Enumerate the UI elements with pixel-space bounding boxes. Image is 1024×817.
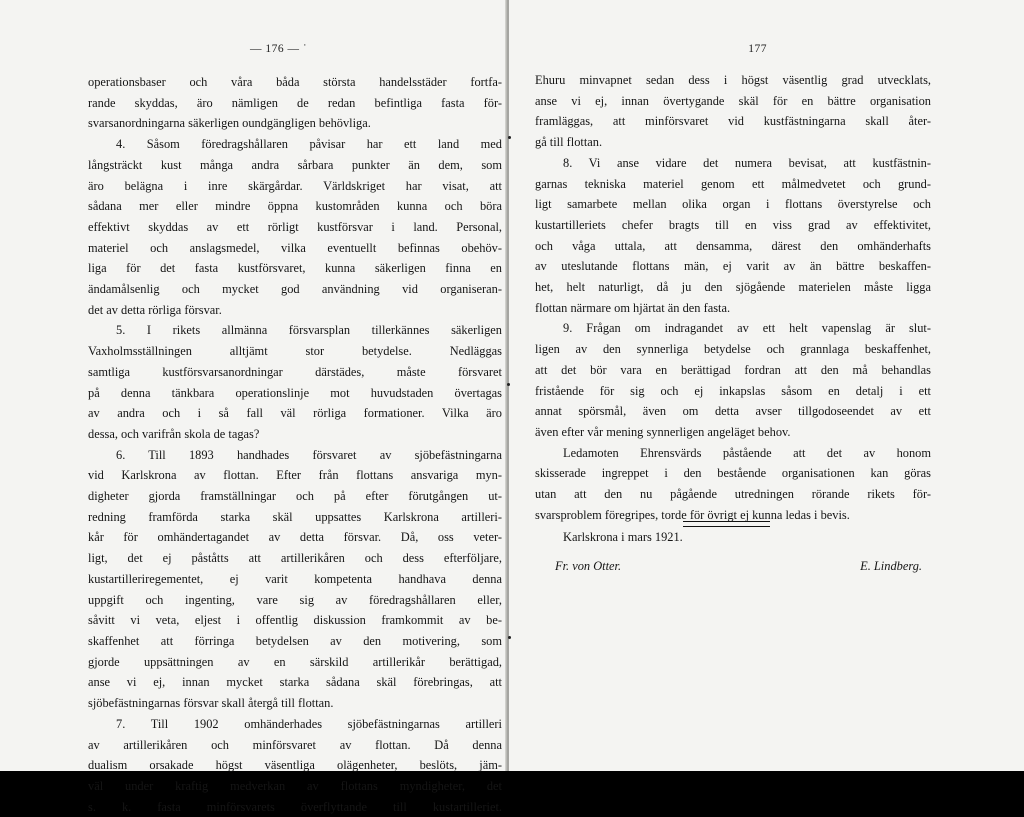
text-line: uppgift och ingenting, vare sig av föredragshållaren eller, — [88, 592, 502, 607]
left-page-number: — 176 — ˙ — [250, 43, 308, 55]
text-line: effektivt skyddas av ett rörligt kustförsvar i land. Personal, — [88, 219, 502, 234]
text-line: digheter gjorda framställningar och på efter förutgången ut- — [88, 489, 502, 504]
text-line: samtliga kustförsvarsanordningar därstädes, måste försvaret — [88, 364, 502, 379]
text-line: av andra och i så fall väl rörliga formationer. Vilka äro — [88, 406, 502, 421]
text-line: het, helt naturligt, då ju den sjögående materielen måste ligga — [535, 280, 931, 295]
signature-lindberg: E. Lindberg. — [860, 559, 922, 574]
text-line: annat spörsmål, även om detta avser tillgodoseendet av ett — [535, 404, 931, 419]
text-line: väl under kraftig medverkan av flottans myndigheter, det — [88, 778, 502, 793]
text-line: 8. Vi anse vidare det numera bevisat, att kustfästnin- — [563, 155, 931, 170]
text-line: även efter vår mening synnerligen angeläget behov. — [535, 424, 791, 439]
signature-line — [535, 556, 931, 577]
text-line: sjöbefästningarnas försvar skall återgå till flottan. — [88, 696, 334, 711]
text-line: på denna tänkbara operationslinje mot huvudstaden övertagas — [88, 385, 502, 400]
text-line: dessa, och varifrån skola de tagas? — [88, 426, 260, 441]
text-line: och våga uttala, att densamma, därest den omhänderhafts — [535, 238, 931, 253]
closing-double-rule — [683, 521, 770, 527]
text-line: svarsproblem föregripes, torde för övrigt ej kunna ledas i bevis. — [535, 507, 850, 522]
text-line: 9. Frågan om indragandet av ett helt vapenslag är slut- — [563, 321, 931, 336]
text-line: redning framförda starka skäl uppsattes Karlskrona artilleri- — [88, 509, 502, 524]
text-line: gjorde uppsättningen av en särskild artillerikår berättigad, — [88, 654, 502, 669]
speck — [508, 136, 511, 139]
text-line: garnas tekniska materiel genom ett målmedvetet och grund- — [535, 176, 931, 191]
place-date-line: Karlskrona i mars 1921. — [563, 530, 683, 545]
text-line: anse vi ej, innan mycket starka sådana skäl förebringas, att — [88, 675, 502, 690]
text-line: 6. Till 1893 handhades försvaret av sjöbefästningarna — [116, 447, 502, 462]
text-line: svarsanordningarna säkerligen oundgängligen behövliga. — [88, 116, 371, 131]
text-line: ligen av den synnerliga betydelse och grannlaga beskaffenhet, — [535, 342, 931, 357]
text-line: äro belägna i inre skärgårdar. Världskriget har visat, att — [88, 178, 502, 193]
text-line: rande skyddas, äro nämligen de redan befintliga fasta för- — [88, 95, 502, 110]
text-line: Ledamoten Ehrensvärds påstående att det av honom — [563, 445, 931, 460]
text-line: Vaxholmsställningen alltjämt stor betydelse. Nedläggas — [88, 344, 502, 359]
text-line: det av detta rörliga försvar. — [88, 302, 222, 317]
text-line: s. k. fasta minförsvarets överflyttande till kustartilleriet. — [88, 799, 502, 814]
text-line: skaffenhet att förringa betydelsen av den motivering, som — [88, 633, 502, 648]
text-line: materiel och anslagsmedel, vilka eventuellt befinnas obehöv- — [88, 240, 502, 255]
right-page-text — [535, 70, 931, 577]
left-page — [0, 0, 507, 814]
text-line: dualism orsakade högst väsentliga olägenheter, beslöts, jäm- — [88, 758, 502, 773]
text-line: framläggas, att minförsvaret vid kustfästningarna skall åter- — [535, 114, 931, 129]
text-line: kustartilleriets chefer bragts till en viss grad av effektivitet, — [535, 217, 931, 232]
text-line: av uteslutande flottans män, ej varit av än bättre beskaffen- — [535, 259, 931, 274]
text-line: skisserade ingreppet i den bestående organisationen kan göras — [535, 466, 931, 481]
text-line: långsträckt kust många andra sårbara punkter än dem, som — [88, 157, 502, 172]
right-page — [509, 0, 1024, 771]
text-line: utan att den nu pågående utredningen rörande rikets för- — [535, 487, 931, 502]
text-line: liga för det fasta kustförsvaret, kunna säkerligen finna en — [88, 261, 502, 276]
speck — [508, 636, 511, 639]
text-line: fristående för sig och ej inkapslas såsom en detalj i ett — [535, 383, 931, 398]
text-line: av artillerikåren och minförsvaret av flottan. Då denna — [88, 737, 502, 752]
speck — [507, 383, 510, 386]
text-line: ändamålsenlig och mycket god användning vid organiseran- — [88, 282, 502, 297]
signature-von-otter: Fr. von Otter. — [555, 559, 622, 574]
text-line: 5. I rikets allmänna försvarsplan tillerkännes säkerligen — [116, 323, 502, 338]
text-line: 7. Till 1902 omhänderhades sjöbefästningarnas artilleri — [116, 716, 502, 731]
left-page-text — [88, 72, 502, 817]
text-line: såvitt vi veta, eljest i offentlig diskussion framkommit av be- — [88, 613, 502, 628]
text-line: sådana mer eller mindre öppna kustområden kunna och böra — [88, 199, 502, 214]
text-line: att det bör vara en berättigad fordran att den må behandlas — [535, 362, 931, 377]
text-line: anse vi ej, innan övertygande skäl för en bättre organisation — [535, 93, 931, 108]
text-line: vid Karlskrona av flottan. Efter från flottans ansvariga myn- — [88, 468, 502, 483]
text-line: ligt, det ej påståtts att artillerikåren och dess efterföljare, — [88, 551, 502, 566]
text-line: operationsbaser och våra båda största handelsstäder fortfa- — [88, 75, 502, 89]
text-line: ligt samarbete mellan olika organ i flottans överstyrelse och — [535, 197, 931, 212]
text-line: kustartilleriregementet, ej varit kompetenta handhava denna — [88, 571, 502, 586]
text-line: flottan närmare om hjärtat än den fasta. — [535, 300, 731, 315]
text-line: kår för omhändertagandet av detta försvar. Då, oss veter- — [88, 530, 502, 545]
right-page-number: 177 — [748, 43, 767, 55]
text-line: Ehuru minvapnet sedan dess i högst väsentlig grad utvecklats, — [535, 73, 931, 87]
text-line: gå till flottan. — [535, 135, 603, 150]
text-line: 4. Såsom föredragshållaren påvisar har ett land med — [116, 137, 502, 152]
